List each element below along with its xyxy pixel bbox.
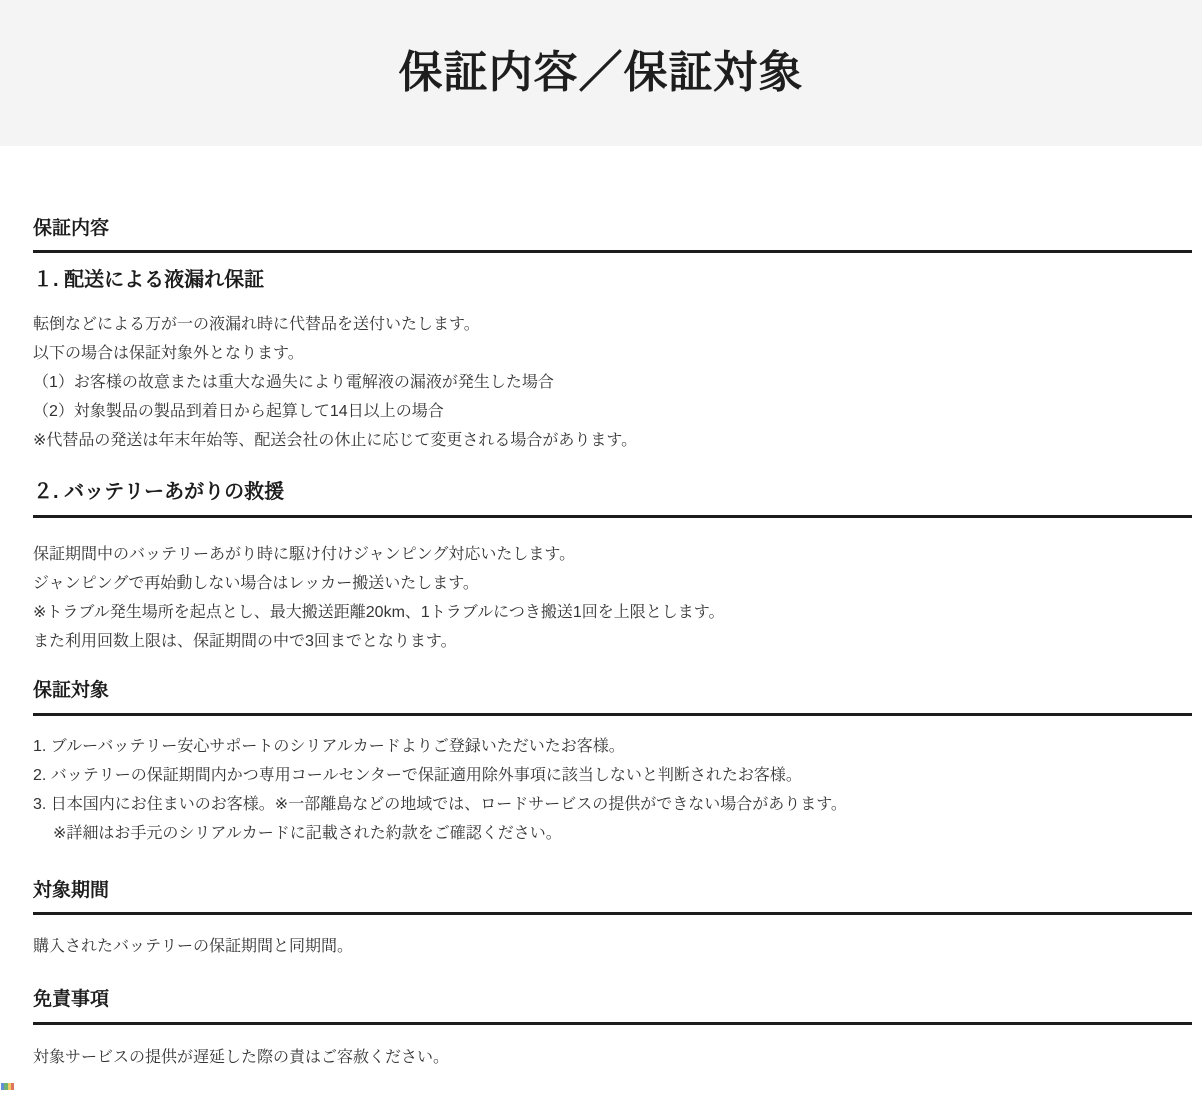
warranty-target-list <box>33 732 1192 848</box>
body-line: ジャンピングで再始動しない場合はレッカー搬送いたします。 <box>33 575 479 593</box>
subsection-heading-leak-warranty: １. 配送による液漏れ保証 <box>33 269 265 292</box>
body-line: 保証期間中のバッテリーあがり時に駆け付けジャンピング対応いたします。 <box>33 546 576 564</box>
body-line: また利用回数上限は、保証期間の中で3回までとなります。 <box>33 633 457 651</box>
jumpstart-rescue-paragraph <box>33 540 1192 656</box>
body-line: 転倒などによる万が一の液漏れ時に代替品を送付いたします。 <box>33 316 480 334</box>
list-item: 3. 日本国内にお住まいのお客様。※一部離島などの地域では、ロードサービスの提供ができない場合があります。 <box>33 795 847 813</box>
content <box>33 218 1192 1072</box>
disclaimer-body: 対象サービスの提供が遅延した際の責はご容赦ください。 <box>33 1048 450 1066</box>
section-heading-warranty-details: 保証内容 <box>33 218 1192 253</box>
section-target-period <box>33 880 1192 961</box>
target-period-body: 購入されたバッテリーの保証期間と同期間。 <box>33 938 354 956</box>
body-line: ※トラブル発生場所を起点とし、最大搬送距離20km、1トラブルにつき搬送1回を上限とします。 <box>33 604 725 622</box>
body-line: （1）お客様の故意または重大な過失により電解液の漏液が発生した場合 <box>33 374 554 392</box>
list-note: ※詳細はお手元のシリアルカードに記載された約款をご確認ください。 <box>53 824 562 842</box>
page-header <box>0 0 1202 146</box>
leak-warranty-paragraph <box>33 310 1192 455</box>
section-warranty-details <box>33 218 1192 656</box>
section-disclaimer <box>33 989 1192 1071</box>
section-warranty-target <box>33 680 1192 847</box>
section-heading-disclaimer: 免責事項 <box>33 989 1192 1024</box>
body-line: （2）対象製品の製品到着日から起算して14日以上の場合 <box>33 403 444 421</box>
page-title: 保証内容／保証対象 <box>398 48 804 97</box>
body-line: ※代替品の発送は年末年始等、配送会社の休止に応じて変更される場合があります。 <box>33 432 638 450</box>
subsection-heading-jumpstart-rescue: ２. バッテリーあがりの救援 <box>33 480 1192 518</box>
list-item: 2. バッテリーの保証期間内かつ専用コールセンターで保証適用除外事項に該当しないと判断されたお客様。 <box>33 766 802 784</box>
section-heading-warranty-target: 保証対象 <box>33 680 1192 715</box>
body-line: 以下の場合は保証対象外となります。 <box>33 345 304 363</box>
list-item: 1. ブルーバッテリー安心サポートのシリアルカードよりご登録いただいたお客様。 <box>33 737 625 755</box>
corner-artifact <box>1 1083 14 1090</box>
section-heading-target-period: 対象期間 <box>33 880 1192 915</box>
